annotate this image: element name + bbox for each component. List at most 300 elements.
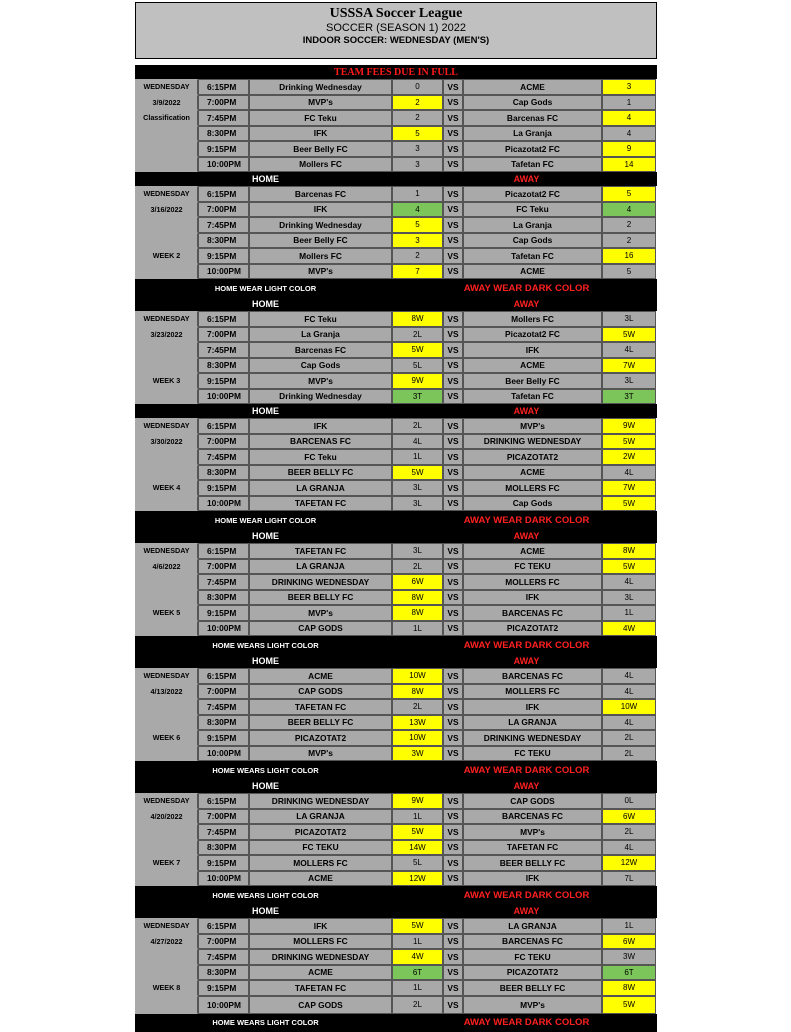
away-team: La Granja [463,126,602,142]
versus-label: VS [443,824,463,840]
away-team: DRINKING WEDNESDAY [463,730,602,746]
away-score: 6W [602,934,656,950]
table-row [135,418,657,434]
table-row [135,496,657,512]
home-score: 5L [392,855,443,871]
week-label: WEDNESDAY [135,79,198,95]
home-score: 1L [392,934,443,950]
game-time: 10:00PM [198,389,249,405]
game-time: 8:30PM [198,590,249,606]
versus-label: VS [443,157,463,173]
home-team: La Granja [249,327,392,343]
week-footer-away: AWAY WEAR DARK COLOR [463,889,590,901]
home-score: 10W [392,668,443,684]
week-label: WEDNESDAY [135,186,198,202]
away-team: Cap Gods [463,95,602,111]
away-score: 4L [602,465,656,481]
home-team: FC Teku [249,110,392,126]
versus-label: VS [443,327,463,343]
week-label: 3/9/2022 [135,95,198,111]
table-row [135,373,657,389]
game-time: 9:15PM [198,730,249,746]
game-time: 7:45PM [198,110,249,126]
versus-label: VS [443,793,463,809]
week-footer [135,761,657,779]
table-row [135,871,657,887]
away-team: CAP GODS [463,793,602,809]
versus-label: VS [443,809,463,825]
week-footer-home: HOME WEAR LIGHT COLOR [214,515,317,525]
home-team: Drinking Wednesday [249,79,392,95]
week-footer-home: HOME WEARS LIGHT COLOR [212,640,319,650]
game-time: 10:00PM [198,157,249,173]
versus-label: VS [443,217,463,233]
week-footer-away: AWAY WEAR DARK COLOR [463,639,590,651]
away-team: IFK [463,871,602,887]
away-score: 5W [602,434,656,450]
versus-label: VS [443,543,463,559]
versus-label: VS [443,248,463,264]
home-away-header-home: HOME [252,656,279,666]
home-team: DRINKING WEDNESDAY [249,949,392,965]
versus-label: VS [443,95,463,111]
home-team: FC Teku [249,449,392,465]
versus-label: VS [443,949,463,965]
week-label [135,590,198,606]
week-label [135,496,198,512]
table-row [135,824,657,840]
home-score: 3 [392,233,443,249]
game-time: 10:00PM [198,264,249,280]
away-team: MVP's [463,824,602,840]
away-team: MOLLERS FC [463,480,602,496]
away-team: ACME [463,543,602,559]
away-team: Tafetan FC [463,389,602,405]
game-time: 8:30PM [198,715,249,731]
game-time: 7:45PM [198,824,249,840]
away-score: 6T [602,965,656,981]
table-row [135,949,657,965]
home-team: BEER BELLY FC [249,590,392,606]
versus-label: VS [443,980,463,996]
week-label [135,840,198,856]
away-score: 0L [602,793,656,809]
game-time: 7:00PM [198,684,249,700]
week-label [135,871,198,887]
home-team: BEER BELLY FC [249,465,392,481]
home-team: MVP's [249,264,392,280]
away-score: 4L [602,715,656,731]
versus-label: VS [443,126,463,142]
game-time: 7:00PM [198,434,249,450]
away-score: 2W [602,449,656,465]
versus-label: VS [443,715,463,731]
home-score: 5W [392,465,443,481]
home-team: CAP GODS [249,684,392,700]
week-footer-home: HOME WEARS LIGHT COLOR [212,1018,319,1027]
home-score: 3 [392,157,443,173]
away-team: LA GRANJA [463,715,602,731]
week-footer-away: AWAY WEAR DARK COLOR [463,282,590,294]
home-score: 2L [392,559,443,575]
home-team: ACME [249,668,392,684]
game-time: 10:00PM [198,871,249,887]
home-away-header-away: AWAY [513,299,540,309]
away-score: 3 [602,79,656,95]
versus-label: VS [443,434,463,450]
game-time: 7:45PM [198,574,249,590]
game-time: 9:15PM [198,480,249,496]
home-team: Barcenas FC [249,342,392,358]
versus-label: VS [443,311,463,327]
home-score: 0 [392,79,443,95]
week-footer-away: AWAY WEAR DARK COLOR [463,1017,590,1028]
week-label: WEEK 4 [135,480,198,496]
home-away-header-home: HOME [252,531,279,541]
away-team: FC Teku [463,202,602,218]
week-block [135,543,657,668]
table-row [135,746,657,762]
home-score: 3 [392,141,443,157]
away-score: 4L [602,684,656,700]
away-score: 1L [602,918,656,934]
away-team: Picazotat2 FC [463,141,602,157]
home-away-header-away: AWAY [513,656,540,666]
week-footer [135,1014,657,1032]
away-team: BARCENAS FC [463,934,602,950]
away-score: 14 [602,157,656,173]
week-block [135,418,657,543]
table-row [135,559,657,575]
away-team: FC TEKU [463,559,602,575]
week-footer-home: HOME WEARS LIGHT COLOR [212,765,319,775]
table-row [135,465,657,481]
away-score: 7W [602,480,656,496]
week-label [135,358,198,374]
home-team: MVP's [249,746,392,762]
away-score: 5 [602,264,656,280]
away-team: TAFETAN FC [463,840,602,856]
game-time: 7:00PM [198,559,249,575]
versus-label: VS [443,699,463,715]
game-time: 7:45PM [198,699,249,715]
home-score: 9W [392,793,443,809]
league-title: USSSA Soccer League [329,6,463,21]
home-team: FC TEKU [249,840,392,856]
schedule-sheet [135,2,657,1032]
home-away-header-home: HOME [252,781,279,791]
versus-label: VS [443,358,463,374]
table-row [135,248,657,264]
table-row [135,855,657,871]
home-team: BARCENAS FC [249,434,392,450]
week-footer [135,511,657,529]
home-team: IFK [249,202,392,218]
away-score: 3L [602,590,656,606]
week-label [135,996,198,1014]
home-score: 13W [392,715,443,731]
week-footer [135,886,657,904]
home-team: Cap Gods [249,358,392,374]
table-row [135,574,657,590]
week-label [135,449,198,465]
away-score: 1L [602,605,656,621]
week-footer-away: AWAY WEAR DARK COLOR [463,764,590,776]
home-score: 12W [392,871,443,887]
game-time: 9:15PM [198,248,249,264]
game-time: 7:00PM [198,934,249,950]
week-block [135,668,657,793]
home-score: 2L [392,327,443,343]
game-time: 7:00PM [198,95,249,111]
week-footer-home: HOME WEAR LIGHT COLOR [214,283,317,293]
week-label [135,824,198,840]
table-row [135,918,657,934]
away-score: 9W [602,418,656,434]
versus-label: VS [443,684,463,700]
away-team: Picazotat2 FC [463,186,602,202]
game-time: 10:00PM [198,996,249,1014]
home-team: ACME [249,965,392,981]
home-score: 1L [392,621,443,637]
home-away-header [135,904,657,918]
home-score: 2 [392,95,443,111]
week-label: 4/27/2022 [135,934,198,950]
week-label: 3/23/2022 [135,327,198,343]
week-label: 4/13/2022 [135,684,198,700]
away-score: 5W [602,996,656,1014]
game-time: 6:15PM [198,793,249,809]
home-team: IFK [249,418,392,434]
home-team: MVP's [249,373,392,389]
home-team: Beer Belly FC [249,141,392,157]
game-time: 7:45PM [198,949,249,965]
home-team: Barcenas FC [249,186,392,202]
week-label: Classification [135,110,198,126]
game-time: 8:30PM [198,465,249,481]
game-time: 10:00PM [198,746,249,762]
versus-label: VS [443,264,463,280]
versus-label: VS [443,389,463,405]
home-team: MOLLERS FC [249,934,392,950]
week-footer [135,279,657,297]
week-block [135,79,657,186]
table-row [135,980,657,996]
home-team: IFK [249,126,392,142]
away-score: 3T [602,389,656,405]
header-block [135,2,657,59]
week-label: 3/16/2022 [135,202,198,218]
home-score: 4W [392,949,443,965]
away-team: ACME [463,465,602,481]
fees-banner: TEAM FEES DUE IN FULL [135,65,657,79]
game-time: 6:15PM [198,668,249,684]
week-footer-home: HOME [252,174,279,184]
week-label [135,157,198,173]
week-footer [135,636,657,654]
away-team: DRINKING WEDNESDAY [463,434,602,450]
away-score: 2 [602,233,656,249]
away-team: Tafetan FC [463,248,602,264]
home-team: TAFETAN FC [249,699,392,715]
week-label [135,389,198,405]
week-label: WEEK 7 [135,855,198,871]
away-score: 3W [602,949,656,965]
home-score: 5W [392,342,443,358]
away-team: Picazotat2 FC [463,327,602,343]
week-label: 3/30/2022 [135,434,198,450]
away-score: 4L [602,342,656,358]
away-team: BEER BELLY FC [463,855,602,871]
game-time: 9:15PM [198,855,249,871]
game-time: 6:15PM [198,186,249,202]
table-row [135,202,657,218]
week-label [135,264,198,280]
home-score: 4L [392,434,443,450]
week-label: WEDNESDAY [135,668,198,684]
home-score: 4 [392,202,443,218]
table-row [135,389,657,405]
game-time: 8:30PM [198,358,249,374]
week-label: WEEK 3 [135,373,198,389]
away-score: 3L [602,311,656,327]
game-time: 6:15PM [198,311,249,327]
home-team: DRINKING WEDNESDAY [249,574,392,590]
week-label: WEDNESDAY [135,543,198,559]
away-team: FC TEKU [463,949,602,965]
home-score: 2 [392,110,443,126]
versus-label: VS [443,110,463,126]
home-score: 1L [392,980,443,996]
versus-label: VS [443,965,463,981]
table-row [135,480,657,496]
versus-label: VS [443,574,463,590]
away-team: PICAZOTAT2 [463,965,602,981]
away-score: 5W [602,496,656,512]
home-away-header-home: HOME [252,299,279,309]
table-row [135,793,657,809]
home-score: 3L [392,543,443,559]
versus-label: VS [443,840,463,856]
away-score: 3L [602,373,656,389]
table-row [135,965,657,981]
game-time: 7:00PM [198,809,249,825]
away-team: MVP's [463,996,602,1014]
versus-label: VS [443,496,463,512]
home-score: 2L [392,699,443,715]
game-time: 9:15PM [198,980,249,996]
home-away-header-away: AWAY [513,906,540,916]
game-time: 7:00PM [198,202,249,218]
versus-label: VS [443,730,463,746]
home-away-header-away: AWAY [513,781,540,791]
home-team: MVP's [249,605,392,621]
week-label [135,746,198,762]
week-label: WEEK 5 [135,605,198,621]
table-row [135,543,657,559]
game-time: 7:45PM [198,217,249,233]
away-team: Cap Gods [463,496,602,512]
game-time: 10:00PM [198,621,249,637]
week-label: WEDNESDAY [135,793,198,809]
week-label: WEEK 8 [135,980,198,996]
home-score: 6W [392,574,443,590]
away-score: 12W [602,855,656,871]
away-team: MOLLERS FC [463,574,602,590]
table-row [135,699,657,715]
home-away-header [135,779,657,793]
home-score: 3L [392,496,443,512]
home-score: 8W [392,684,443,700]
away-team: BARCENAS FC [463,809,602,825]
versus-label: VS [443,202,463,218]
versus-label: VS [443,934,463,950]
week-block [135,311,657,418]
weeks-container [135,79,657,1032]
home-score: 8W [392,590,443,606]
home-away-header [135,529,657,543]
away-team: Barcenas FC [463,110,602,126]
away-team: IFK [463,699,602,715]
table-row [135,186,657,202]
week-label: WEDNESDAY [135,311,198,327]
versus-label: VS [443,233,463,249]
away-team: Beer Belly FC [463,373,602,389]
home-score: 10W [392,730,443,746]
home-score: 2L [392,996,443,1014]
week-label: 4/6/2022 [135,559,198,575]
game-time: 8:30PM [198,840,249,856]
table-row [135,934,657,950]
away-score: 7W [602,358,656,374]
away-score: 16 [602,248,656,264]
home-team: ACME [249,871,392,887]
away-score: 8W [602,543,656,559]
away-score: 2L [602,730,656,746]
week-footer [135,404,657,418]
versus-label: VS [443,918,463,934]
away-score: 5 [602,186,656,202]
table-row [135,809,657,825]
home-team: LA GRANJA [249,559,392,575]
versus-label: VS [443,855,463,871]
home-team: PICAZOTAT2 [249,824,392,840]
game-time: 6:15PM [198,418,249,434]
week-footer [135,172,657,186]
away-score: 4L [602,668,656,684]
week-label [135,126,198,142]
away-score: 2L [602,746,656,762]
away-team: BEER BELLY FC [463,980,602,996]
table-row [135,264,657,280]
away-team: La Granja [463,217,602,233]
division-label: INDOOR SOCCER: WEDNESDAY (MEN'S) [302,35,490,46]
versus-label: VS [443,871,463,887]
versus-label: VS [443,590,463,606]
week-block [135,186,657,311]
home-team: BEER BELLY FC [249,715,392,731]
away-team: PICAZOTAT2 [463,621,602,637]
week-block [135,918,657,1032]
table-row [135,327,657,343]
home-score: 8W [392,311,443,327]
away-team: Cap Gods [463,233,602,249]
table-row [135,110,657,126]
away-score: 10W [602,699,656,715]
game-time: 7:45PM [198,342,249,358]
versus-label: VS [443,449,463,465]
versus-label: VS [443,480,463,496]
